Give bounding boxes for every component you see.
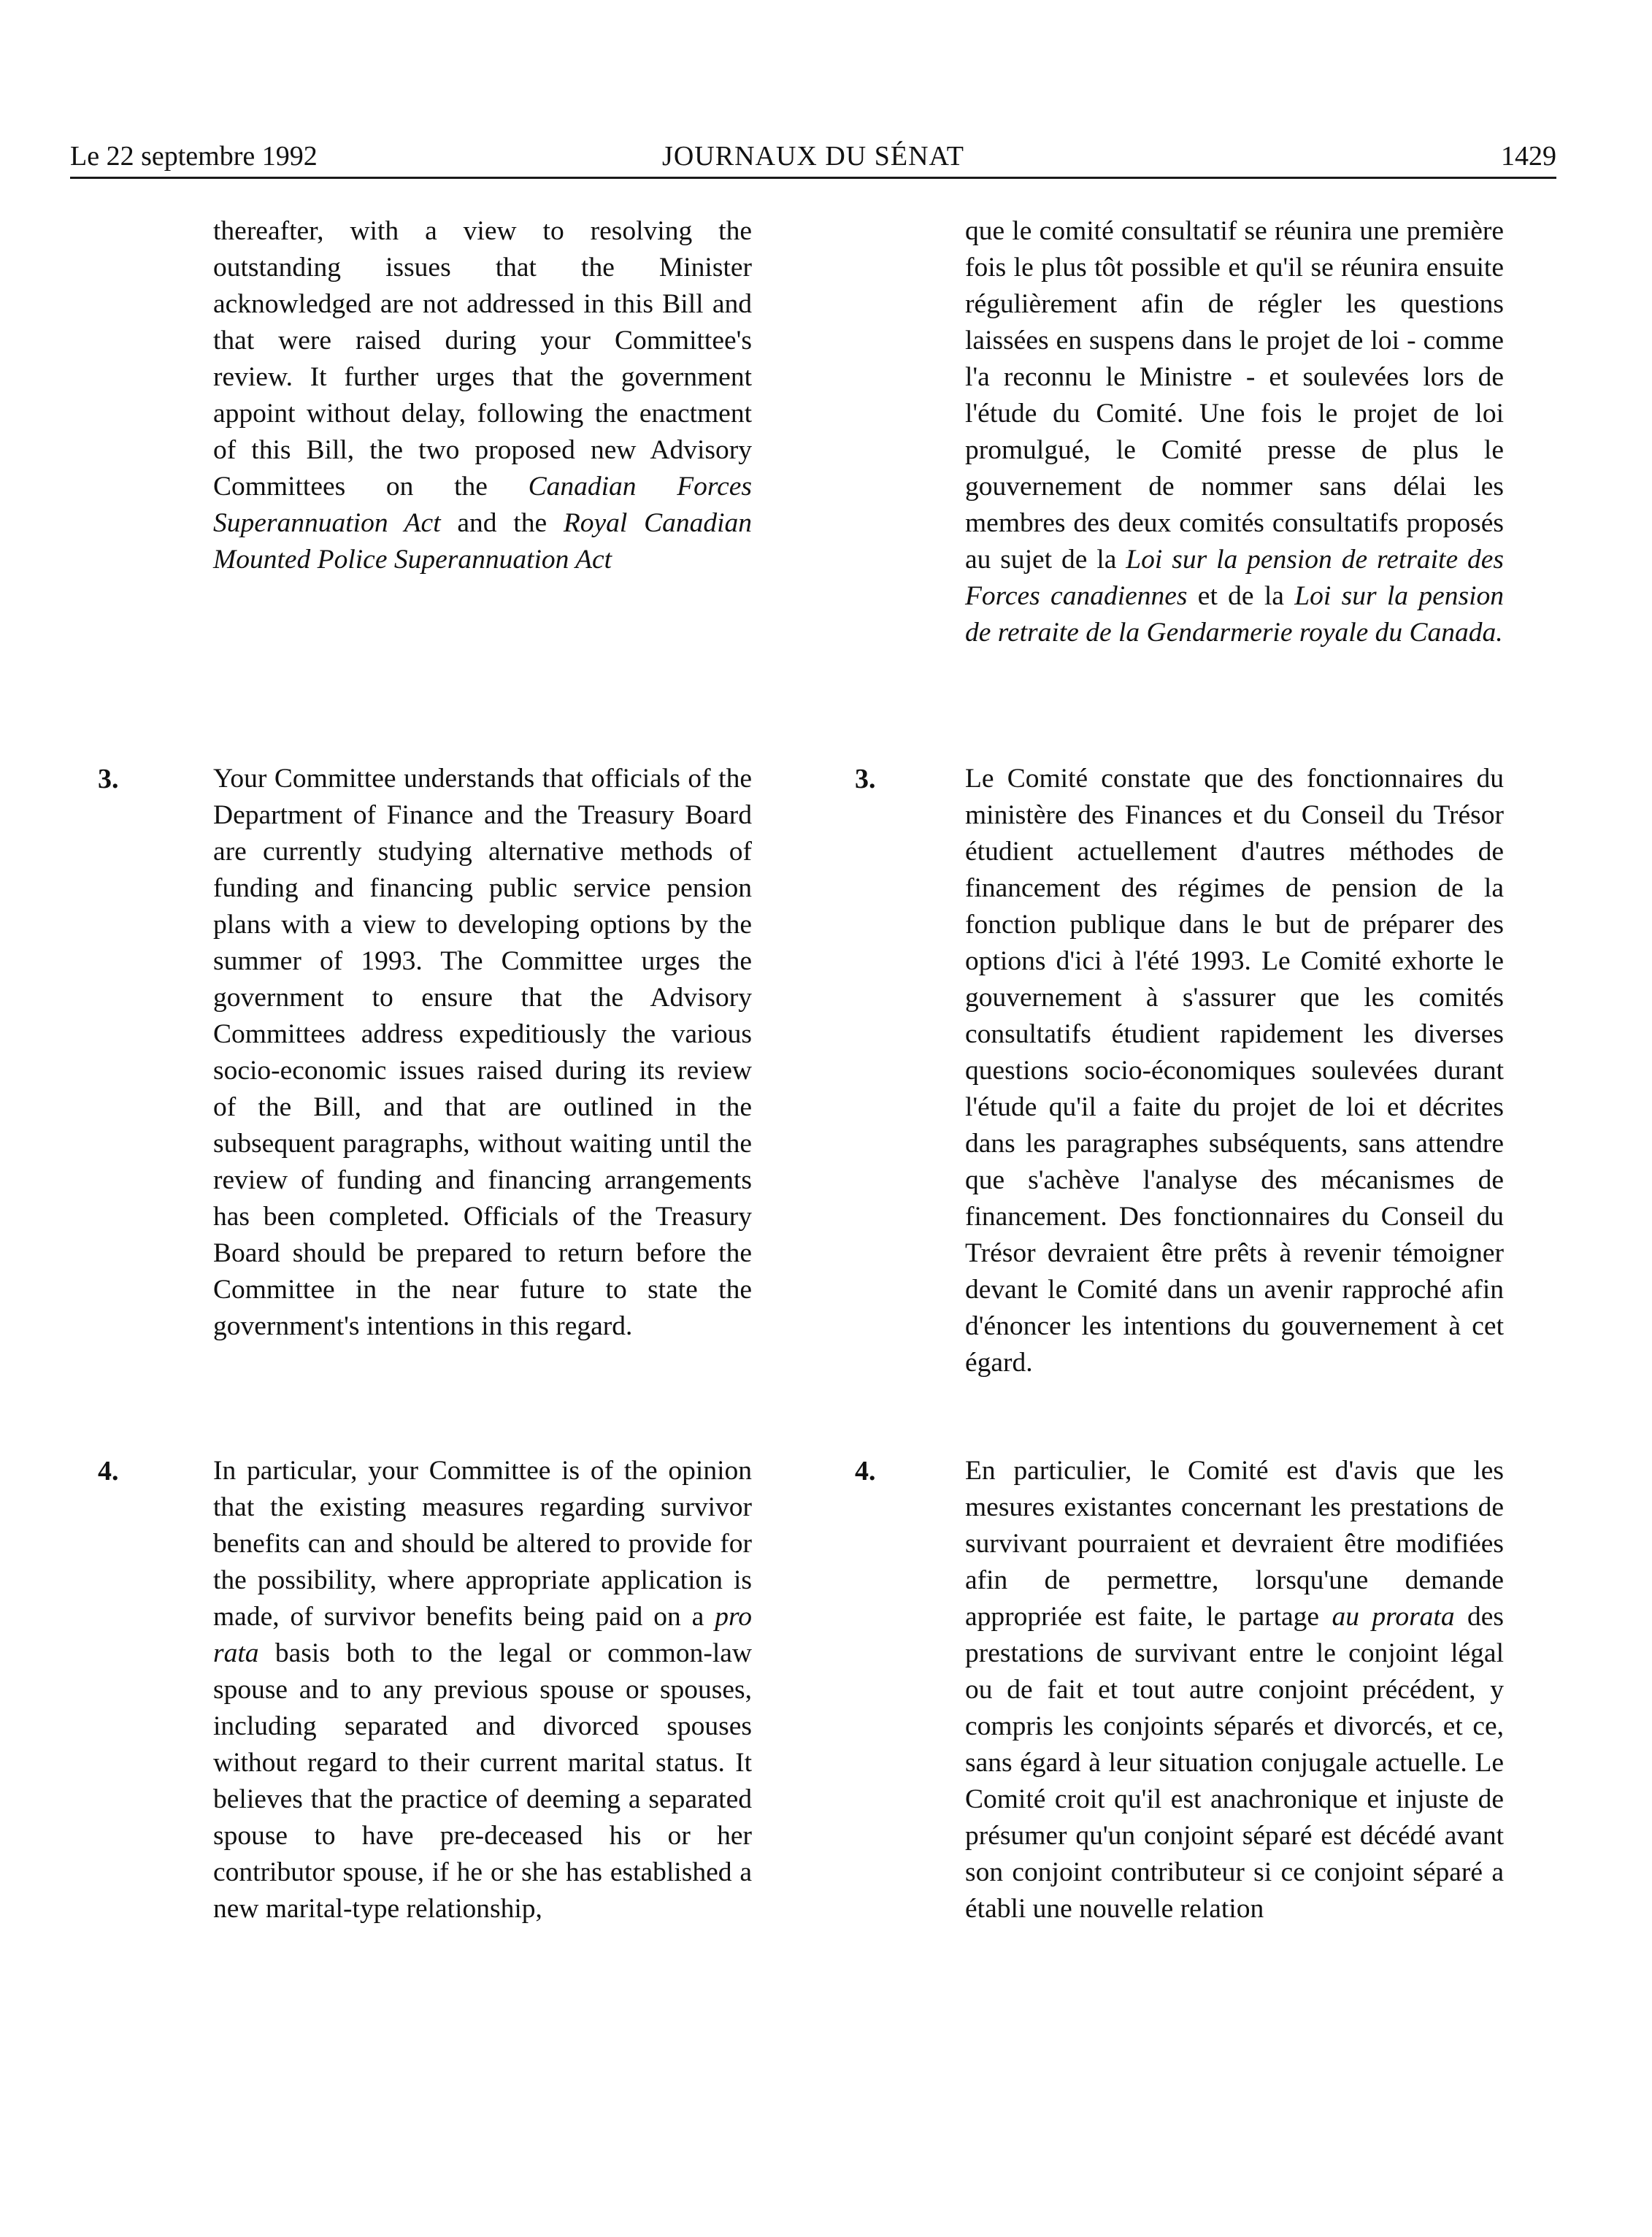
english-intro-text-b: and the xyxy=(440,508,564,538)
french-paragraph-4 xyxy=(965,1453,1504,1927)
english-paragraph-3-number: 3. xyxy=(98,764,119,794)
english-intro-act-1: Canadian Forces Superannuation Act xyxy=(213,472,752,538)
french-intro-text-a: que le comité consultatif se réunira une première fois le plus tôt possible et qu'il se réunira ensuite régulièrement afin de régler les questions laissées en suspens dans le projet de loi - comme l'a reconnu le Ministre - et soulevées lors de l'étude du Comité. Une fois le projet de loi promulgué, le Comité presse de plus le gouvernement de nommer sans délai les membres des deux comités consultatifs proposés au sujet de la xyxy=(965,216,1504,575)
english-paragraph-4-term: pro rata xyxy=(213,1602,752,1668)
french-intro-act-2: Loi sur la pension de retraite de la Gendarmerie royale du Canada. xyxy=(965,581,1504,648)
english-paragraph-3: Your Committee understands that officials of the Department of Finance and the Treasury Board are currently studying alternative methods of funding and financing public service pension plans with a view to developing options by the summer of 1993. The Committee urges the government to ensure that the Advisory Committees address expeditiously the various socio-economic issues raised during its review of the Bill, and that are outlined in the subsequent paragraphs, without waiting until the review of funding and financing arrangements has been completed. Officials of the Treasury Board should be prepared to return before the Committee in the near future to state the government's intentions in this regard. xyxy=(213,764,752,1341)
english-paragraph-4-number: 4. xyxy=(98,1456,119,1486)
french-paragraph-3-number: 3. xyxy=(855,764,876,794)
french-intro-paragraph xyxy=(965,213,1504,651)
header-page-number: 1429 xyxy=(1501,141,1556,172)
french-paragraph-3: Le Comité constate que des fonctionnaires du ministère des Finances et du Conseil du Trésor étudient actuellement d'autres méthodes de financement des régimes de pension de la fonction publique dans le but de préparer des options d'ici à l'été 1993. Le Comité exhorte le gouvernement à s'assurer que les comités consultatifs étudient rapidement les diverses questions socio-économiques soulevées durant l'étude qu'il a faite du projet de loi et décrites dans les paragraphes subséquents, sans attendre que s'achève l'analyse des mécanismes de financement. Des fonctionnaires du Conseil du Trésor devraient être prêts à revenir témoigner devant le Comité dans un avenir rapproché afin d'énoncer les intentions du gouvernement à cet égard. xyxy=(965,764,1504,1378)
english-intro-text-a: thereafter, with a view to resolving the outstanding issues that the Minister acknowledged are not addressed in this Bill and that were raised during your Committee's review. It further urges that the government appoint without delay, following the enactment of this Bill, the two proposed new Advisory Committees on the xyxy=(213,216,752,502)
english-intro-act-2: Royal Canadian Mounted Police Superannuation Act xyxy=(213,508,752,575)
english-intro-paragraph xyxy=(213,213,752,578)
french-paragraph-4-text-a: En particulier, le Comité est d'avis que les mesures existantes concernant les prestations de survivant pourraient et devraient être modifiées afin de permettre, lorsqu'une demande appropriée est faite, le partage xyxy=(965,1456,1504,1632)
french-intro-text-b: et de la xyxy=(1187,581,1295,611)
french-paragraph-4-number: 4. xyxy=(855,1456,876,1486)
header-date: Le 22 septembre 1992 xyxy=(70,141,318,172)
french-intro-act-1: Loi sur la pension de retraite des Forces canadiennes xyxy=(965,545,1504,611)
french-paragraph-4-text-b: des prestations de survivant entre le conjoint légal ou de fait et tout autre conjoint précédent, y compris les conjoints séparés et divorcés, et ce, sans égard à leur situation conjugale actuelle. Le Comité croit qu'il est anachronique et injuste de présumer qu'un conjoint séparé est décédé avant son conjoint contributeur si ce conjoint séparé a établi une nouvelle relation xyxy=(965,1602,1504,1924)
french-paragraph-4-term: au prorata xyxy=(1332,1602,1455,1632)
english-paragraph-4-text-b: basis both to the legal or common-law spouse and to any previous spouse or spouses, including separated and divorced spouses without regard to their current marital status. It believes that the practice of deeming a separated spouse to have pre-deceased his or her contributor spouse, if he or she has established a new marital-type relationship, xyxy=(213,1638,752,1924)
page-header xyxy=(70,136,1556,179)
header-journal-title: JOURNAUX DU SÉNAT xyxy=(662,141,964,172)
english-paragraph-4 xyxy=(213,1453,752,1927)
english-paragraph-4-text-a: In particular, your Committee is of the opinion that the existing measures regarding survivor benefits can and should be altered to provide for the possibility, where appropriate application is made, of survivor benefits being paid on a xyxy=(213,1456,752,1632)
